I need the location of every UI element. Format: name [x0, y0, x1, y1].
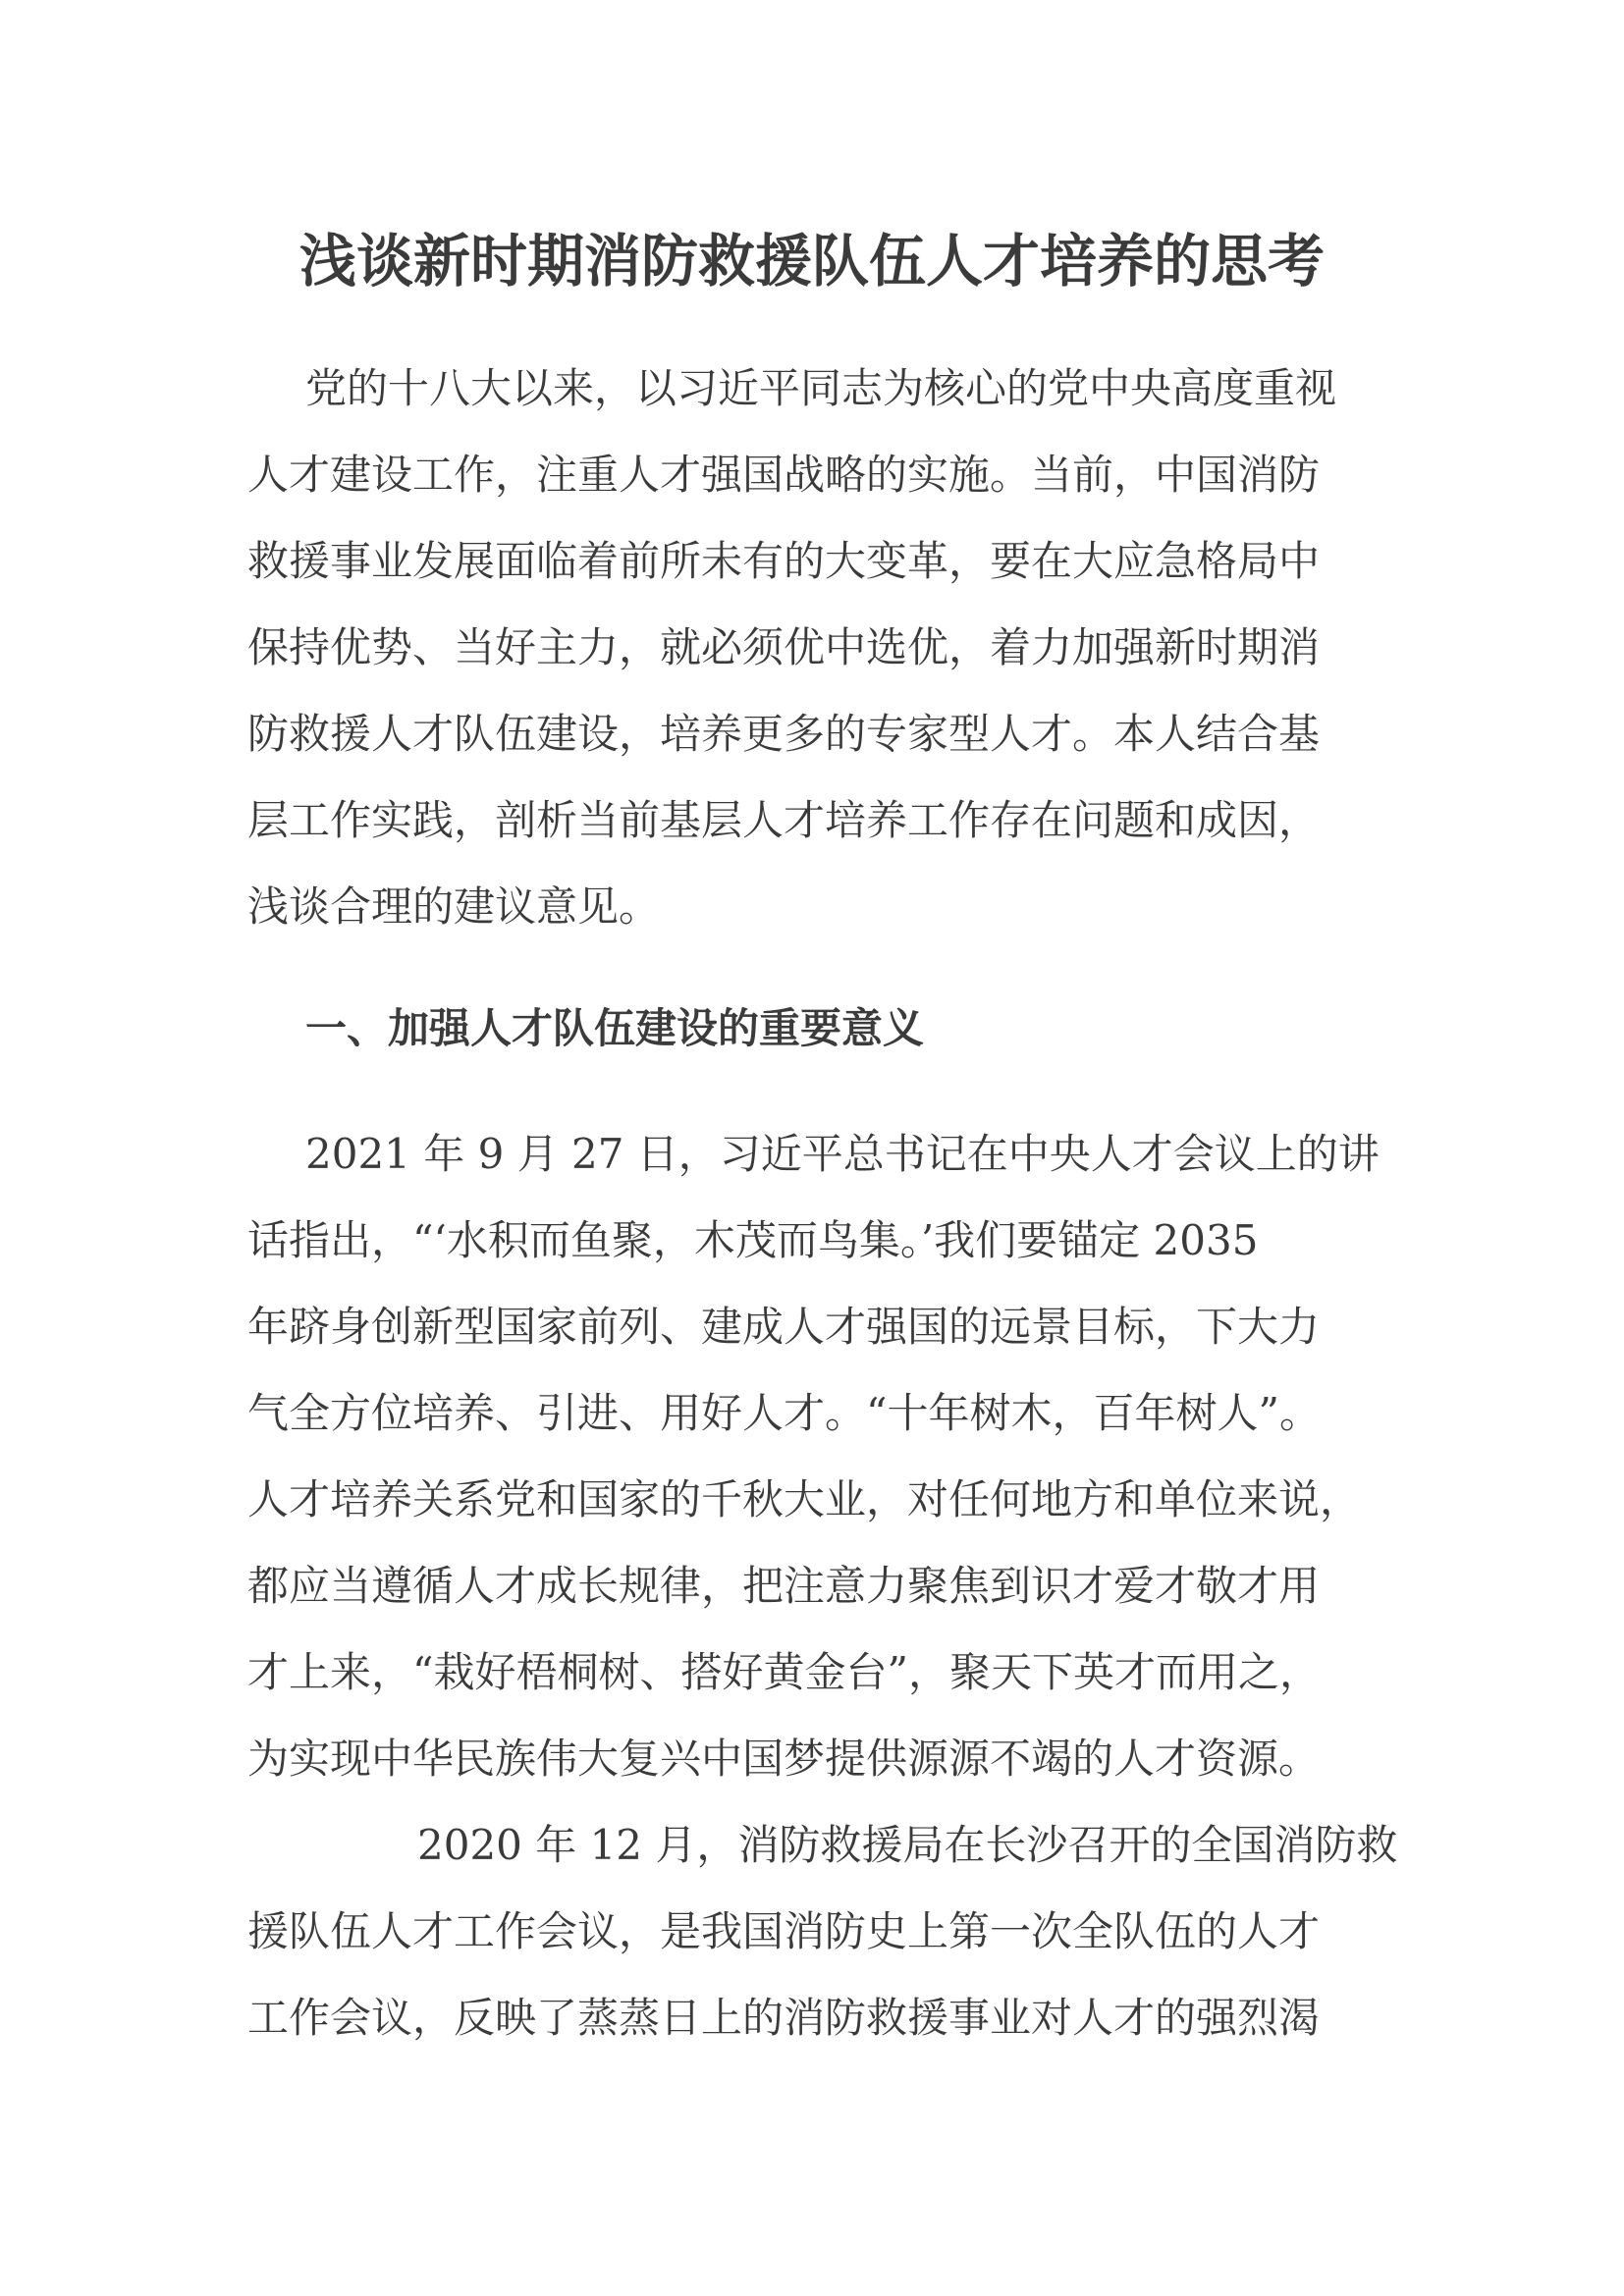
para1-line-6: 都应当遵循人才成长规律，把注意力聚焦到识才爱才敬才用 — [247, 1562, 1321, 1610]
intro-line-1: 党的十八大以来，以习近平同志为核心的党中央高度重视 — [305, 364, 1337, 412]
intro-line-6: 层工作实践，剖析当前基层人才培养工作存在问题和成因， — [247, 796, 1321, 844]
para1-line-4: 气全方位培养、引进、用好人才。“十年树木，百年树人”。 — [247, 1389, 1321, 1437]
para1-line-3: 年跻身创新型国家前列、建成人才强国的远景目标，下大力 — [247, 1303, 1321, 1351]
para1-line-1: 2021 年 9 月 27 日，习近平总书记在中央人才会议上的讲 — [305, 1130, 1380, 1178]
document-title: 浅谈新时期消防救援队伍人才培养的思考 — [298, 228, 1325, 294]
intro-line-3: 救援事业发展面临着前所未有的大变革，要在大应急格局中 — [247, 537, 1321, 585]
section-heading: 一、加强人才队伍建设的重要意义 — [305, 1004, 925, 1052]
para1-line-8: 为实现中华民族伟大复兴中国梦提供源源不竭的人才资源。 — [247, 1735, 1321, 1783]
para2-line-2: 援队伍人才工作会议，是我国消防史上第一次全队伍的人才 — [247, 1907, 1321, 1955]
intro-line-2: 人才建设工作，注重人才强国战略的实施。当前，中国消防 — [247, 451, 1321, 499]
intro-line-4: 保持优势、当好主力，就必须优中选优，着力加强新时期消 — [247, 623, 1321, 671]
para1-line-2: 话指出，“‘水积而鱼聚，木茂而鸟集。’我们要锚定 2035 — [247, 1216, 1259, 1264]
para2-line-3: 工作会议，反映了蒸蒸日上的消防救援事业对人才的强烈渴 — [247, 1994, 1321, 2042]
para1-line-5: 人才培养关系党和国家的千秋大业，对任何地方和单位来说， — [247, 1475, 1362, 1523]
intro-line-5: 防救援人才队伍建设，培养更多的专家型人才。本人结合基 — [247, 710, 1321, 758]
para1-line-7: 才上来，“栽好梧桐树、搭好黄金台”，聚天下英才而用之， — [247, 1648, 1321, 1696]
para2-line-1: 2020 年 12 月，消防救援局在长沙召开的全国消防救 — [417, 1821, 1398, 1869]
intro-line-7: 浅谈合理的建议意见。 — [247, 882, 661, 931]
